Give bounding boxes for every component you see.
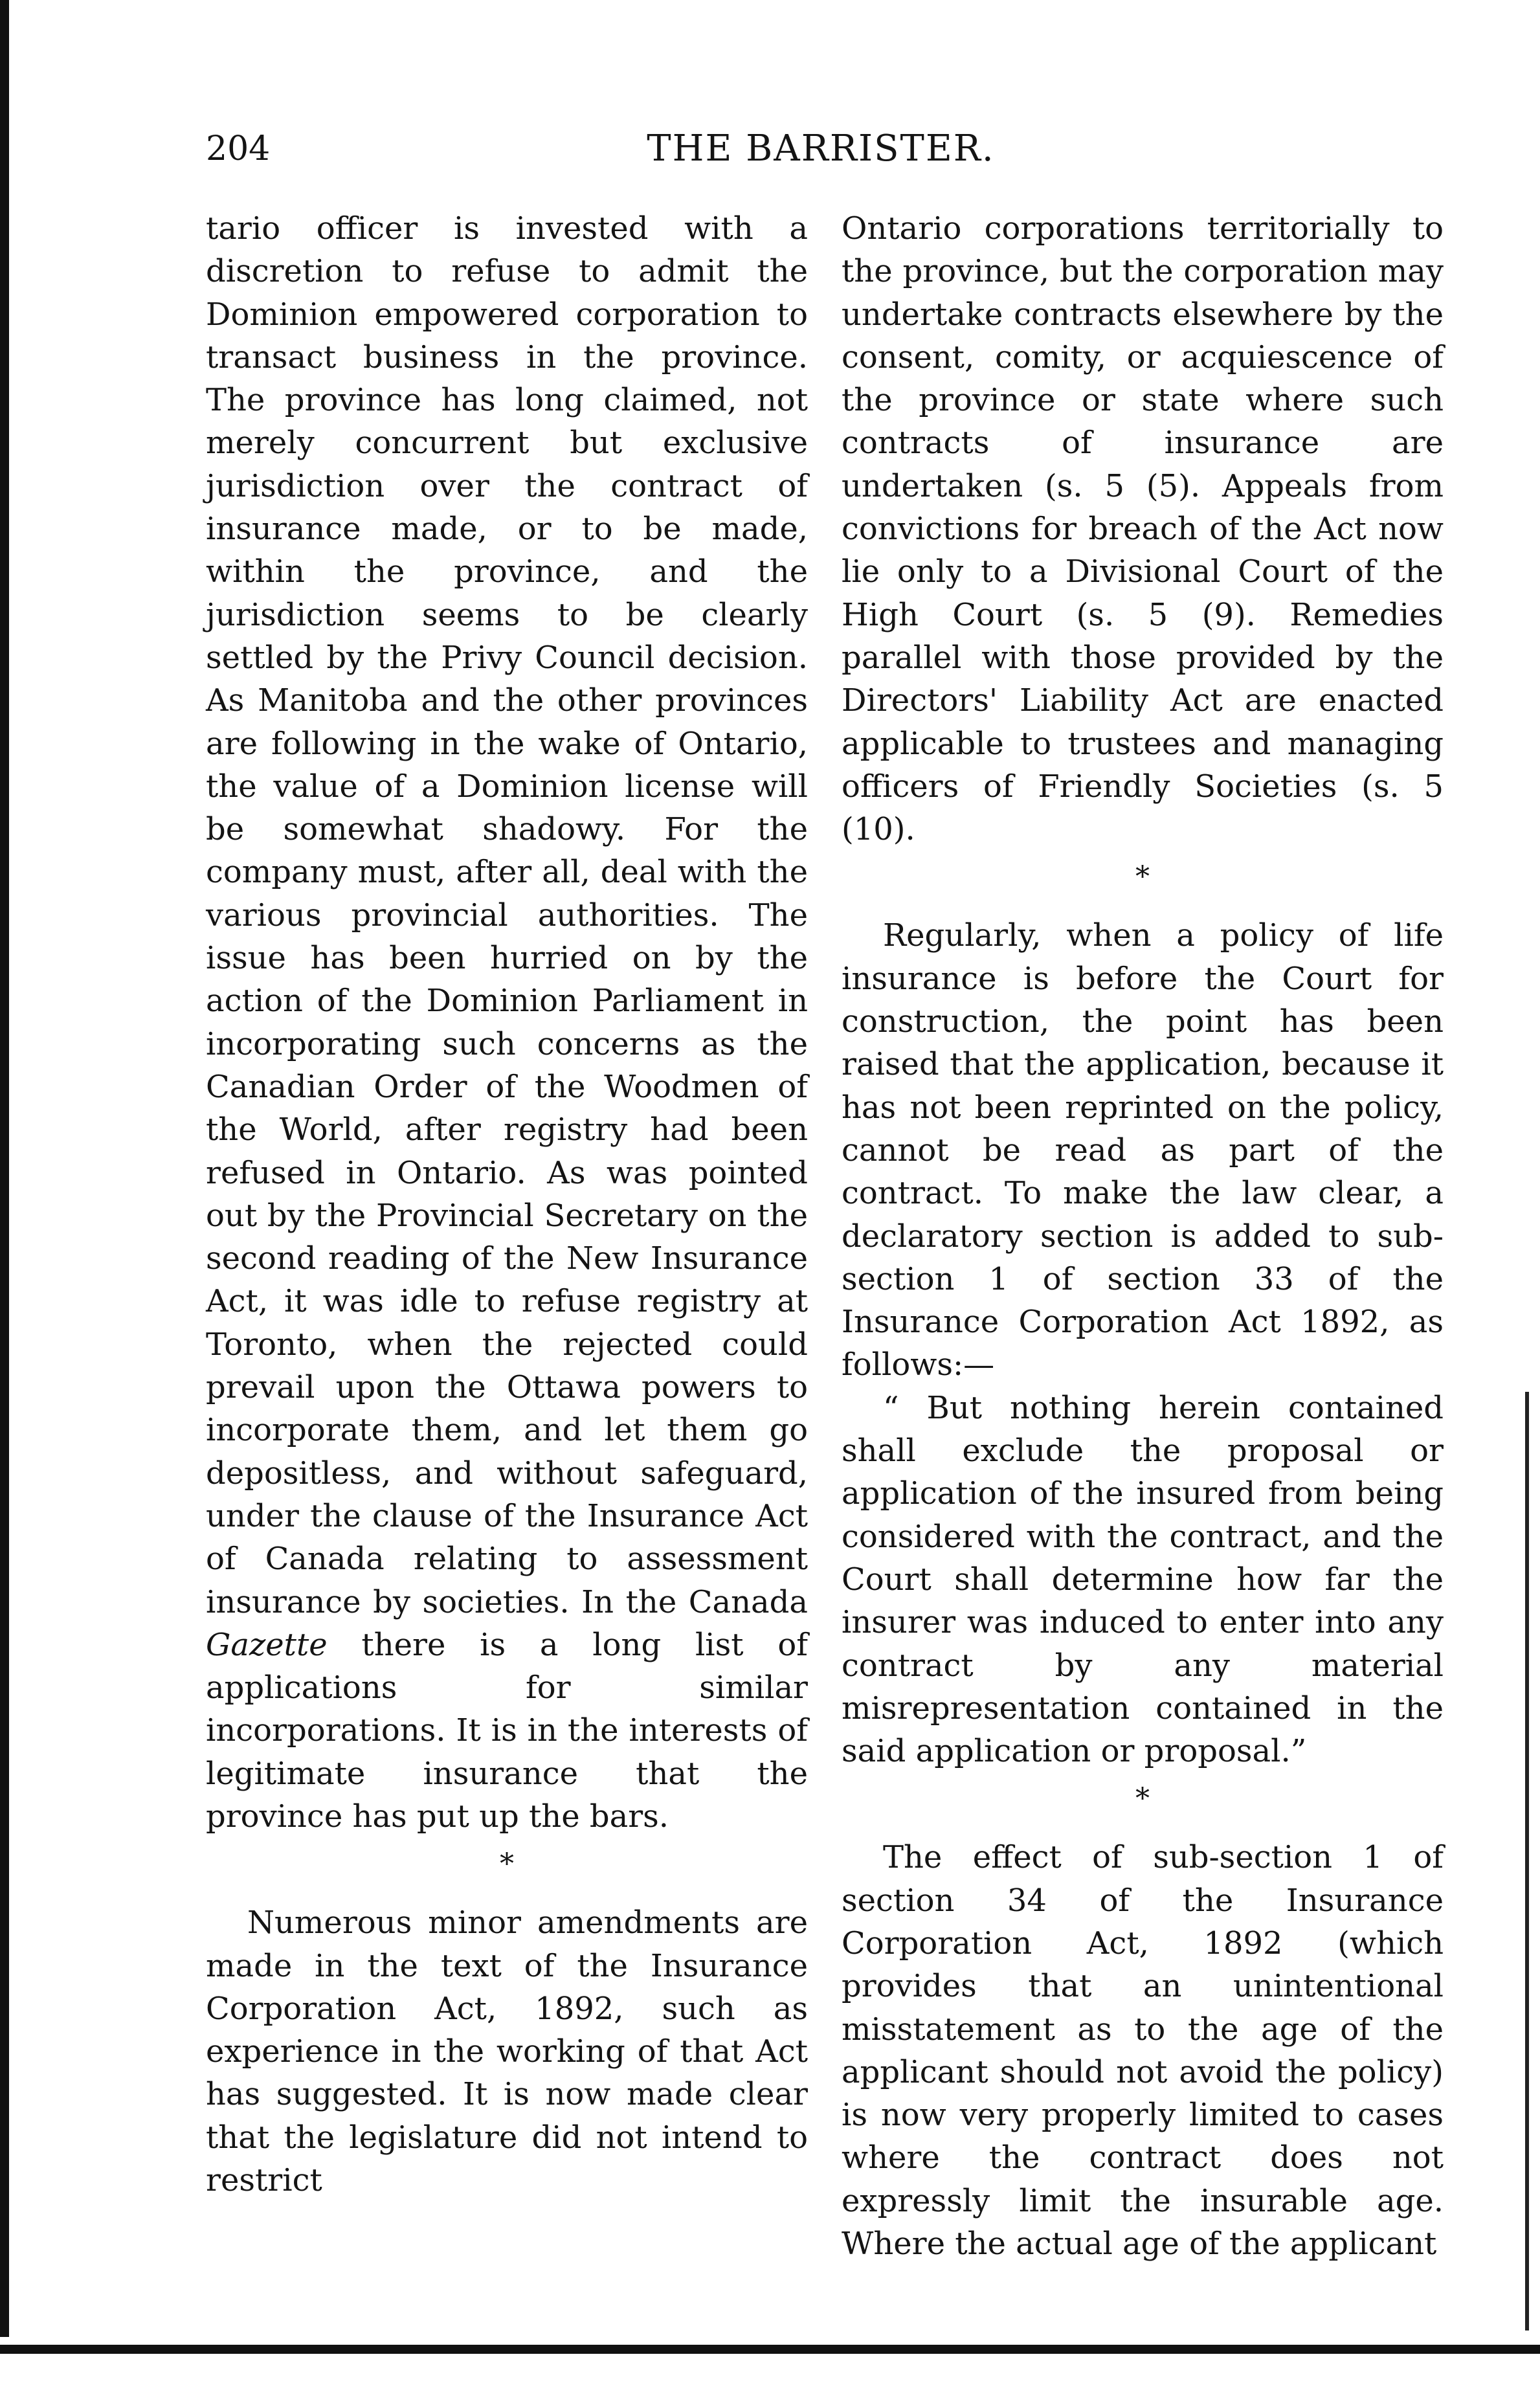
left-paragraph-1-text: tario officer is invested with a discretion to refuse to admit the Dominion empowered corporation to transact business in the province. The province has long claimed, not merely concurrent but exclusive jurisdiction over the contract of insurance made, or to be made, within the province, and the jurisdiction seems to be clearly settled by the Privy Council decision. As Manitoba and the other provinces are following in the wake of Ontario, the value of a Dominion license will be somewhat shadowy. For the company must, after all, deal with the various provincial authorities. The issue has been hurried on by the action of the Dominion Parliament in incorporating such concerns as the Canadian Order of the Woodmen of the World, after registry had been refused in Ontario. As was pointed out by the Provincial Secretary on the second reading of the New Insurance Act, it was idle to refuse registry at Toronto, when the rejected could prevail upon the Ottawa powers to incorporate them, and let them go depositless, and without safeguard, under the clause of the Insurance Act of Canada relating to assessment insurance by societies. In the Canada xyxy=(206,210,808,1620)
scan-edge-left xyxy=(0,0,9,2337)
right-paragraph-2: Regularly, when a policy of life insurance is before the Court for construction, the point has been raised that the application, because it has not been reprinted on the policy, cannot be read as part of the contract. To make the law clear, a declaratory section is added to sub-section 1 of section 33 of the Insurance Corporation Act 1892, as follows:— xyxy=(842,917,1444,1383)
scan-edge-right xyxy=(1525,1392,1529,2331)
left-paragraph-2: Numerous minor amendments are made in the text of the Insurance Corporation Act, 1892, such as experience in the working of that Act has suggested. It is now made clear that the legislature did not intend to restrict xyxy=(206,1905,808,2199)
page-header xyxy=(206,129,1436,181)
section-separator: * xyxy=(1135,860,1150,894)
section-separator: * xyxy=(1135,1782,1150,1816)
right-column xyxy=(842,207,1444,2265)
scan-edge-bottom xyxy=(0,2345,1540,2354)
left-column xyxy=(206,207,808,2202)
right-paragraph-1: Ontario corporations territorially to the province, but the corporation may undertake contracts elsewhere by the consent, comity, or acquiescence of the province or state where such contracts of insurance are undertaken (s. 5 (5). Appeals from convictions for breach of the Act now lie only to a Divisional Court of the High Court (s. 5 (9). Remedies parallel with those provided by the Directors' Liability Act are enacted applicable to trustees and managing officers of Friendly Societies (s. 5 (10). xyxy=(842,210,1444,848)
left-paragraph-1-end: there is a long list of applications for similar incorporations. It is in the interests of legitimate insurance that the province has put up the bars. xyxy=(206,1626,809,1835)
section-separator: * xyxy=(500,1848,514,1881)
gazette-italic: Gazette xyxy=(206,1626,328,1663)
right-paragraph-3: The effect of sub-section 1 of section 34 of the Insurance Corporation Act, 1892 (which provides that an unintentional misstatement as to the age of the applicant should not avoid the policy) is now very properly limited to cases where the contract does not expressly limit the insurable age. Where the actual age of the applicant xyxy=(842,1839,1444,2263)
running-head: THE BARRISTER. xyxy=(647,128,995,170)
quoted-section: “ But nothing herein contained shall exclude the proposal or application of the insured from being considered with the contract, and the Court shall determine how far the insurer was induced to enter into any contract by any material misrepresentation contained in the said application or proposal.” xyxy=(842,1389,1444,1770)
left-paragraph-1 xyxy=(206,207,808,1838)
page-number: 204 xyxy=(206,129,271,168)
